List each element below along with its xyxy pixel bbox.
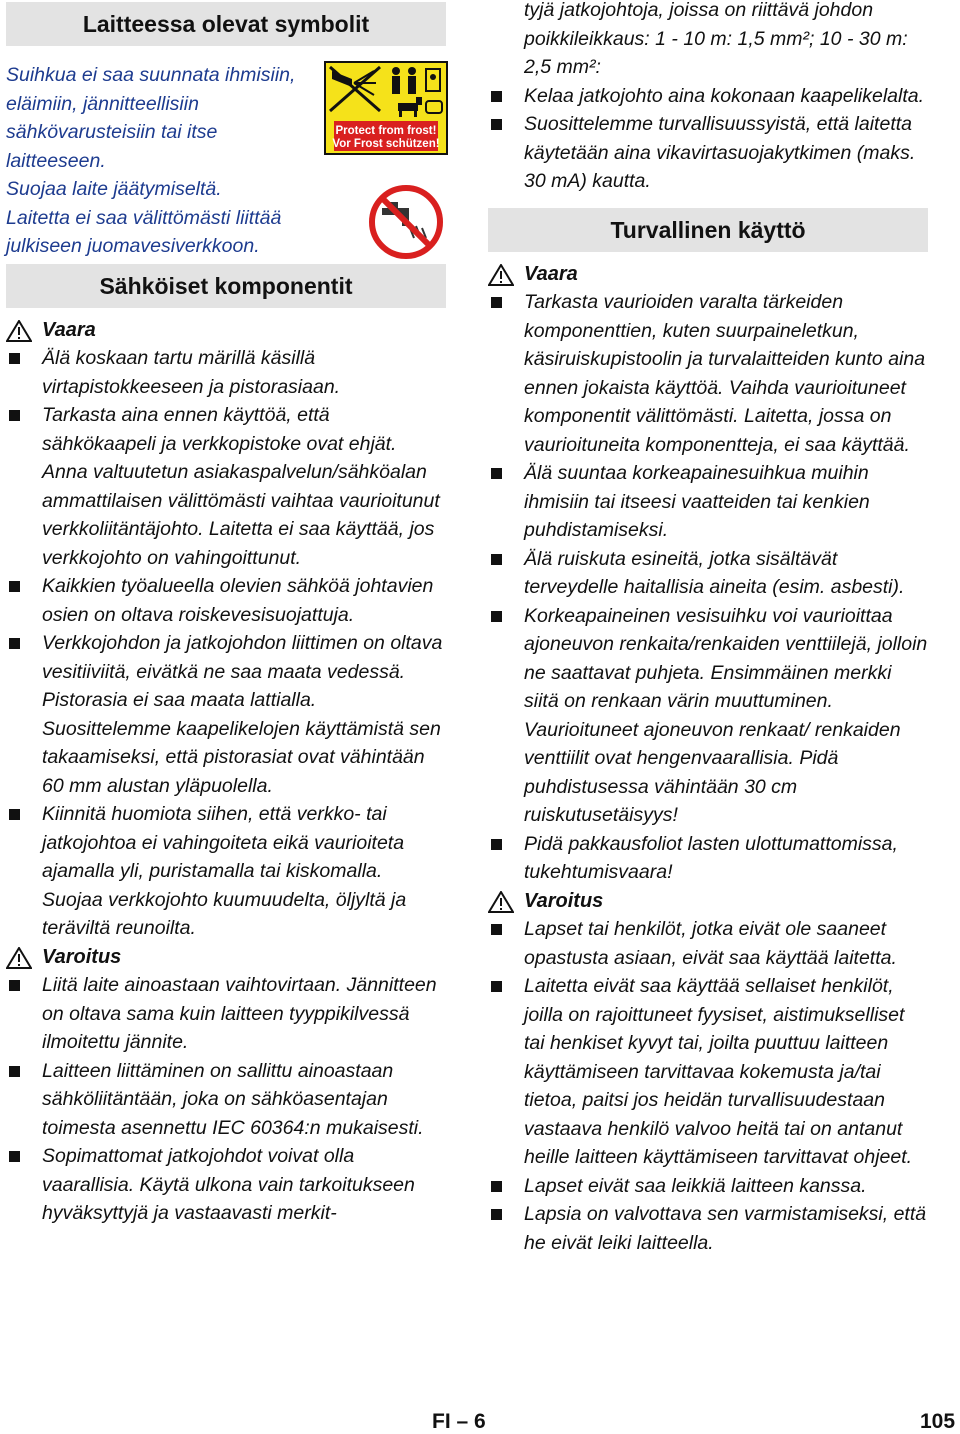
list-item: Tarkasta aina ennen käyttöä, että sähkökaapeli ja verkkopistoke ovat ehjät. Anna valtuutetun asiakaspalvelun/sähköalan ammattilaisen välittömästi vaihtaa vaurioitunut verkkoliitäntäjohto. Laitetta ei saa käyttää, jos verkkojohto on vahingoittunut. [6,401,446,572]
list-item: Älä suuntaa korkeapainesuihkua muihin ihmisiin tai itseesi vaatteiden tai kenkien puhdistamiseksi. [488,459,928,545]
list-item: Laitetta eivät saa käyttää sellaiset henkilöt, joilla on rajoittuneet fyysiset, aistimukselliset tai henkiset kyvyt tai, joilta puuttuu laitteen käyttämiseen tarvittavaa kokemusta ja/tai tietoa, paitsi jos heidän turvallisuudestaan vastaava henkilö valvoo heitä tai on antanut heille laitteen käyttämiseen tarvittavat ohjeet. [488,972,928,1172]
list-item: Tarkasta vaurioiden varalta tärkeiden komponenttien, kuten suurpaineletkun, käsiruiskupistoolin ja turvalaitteiden kunto aina ennen jokaista käyttöä. Vaihda vaurioituneet komponentit välittömästi. Laitetta, jossa on vaurioituneita komponentteja, ei saa käyttää. [488,288,928,459]
left-warning-list [6,971,446,1228]
electric-heading: Sähköiset komponentit [6,264,446,308]
warning-triangle-icon [488,891,514,913]
sign-frost-line2: Vor Frost schützen! [332,138,440,150]
list-item: Pidä pakkausfoliot lasten ulottumattomissa, tukehtumisvaara! [488,830,928,887]
list-item: Verkkojohdon ja jatkojohdon liittimen on oltava vesitiiviitä, eivätkä ne saa maata vedessä. Pistorasia ei saa maata lattialla. Suosittelemme kaapelikelojen käyttämistä sen takaamiseksi, että pistorasiat ovat vähintään 60 mm alustan yläpuolella. [6,629,446,800]
list-item: Älä koskaan tartu märillä käsillä virtapistokkeeseen ja pistorasiaan. [6,344,446,401]
right-column [488,0,928,1257]
list-item: Kiinnitä huomiota siihen, että verkko- tai jatkojohtoa ei vahingoiteta eikä vaurioiteta ajamalla yli, puristamalla tai kiskomalla. Suojaa verkkojohto kuumuudelta, öljyltä ja teräviltä reunoilta. [6,800,446,943]
continued-text: tyjä jatkojohtoja, joissa on riittävä johdon poikkileikkaus: 1 - 10 m: 1,5 mm²; 10 - 30 m: 2,5 mm²: [524,0,908,78]
right-danger-list [488,288,928,887]
no-drinking-water-icon [368,184,444,260]
right-top-list [488,82,928,196]
frost-warning-sign [324,61,448,155]
list-item: Lapset eivät saa leikkiä laitteen kanssa. [488,1172,928,1201]
symbol-block-water [6,204,446,284]
symbol2-text: Laitetta ei saa välittömästi liittää julkiseen juomavesiverkkoon. [6,206,282,257]
left-column [6,0,446,1228]
list-item: Suosittelemme turvallisuussyistä, että laitetta käytetään aina vikavirtasuojakytkimen (maks. 30 mA) kautta. [488,110,928,196]
list-item: Älä ruiskuta esineitä, jotka sisältävät terveydelle haitallisia aineita (esim. asbesti). [488,545,928,602]
footer-language-page: FI – 6 [432,1410,486,1433]
warning-triangle-icon [6,947,32,969]
warning-triangle-icon [488,264,514,286]
warning-alert: Varoitus [6,943,446,972]
danger-alert: Vaara [6,316,446,345]
right-warning-list [488,915,928,1257]
list-item: Kaikkien työalueella olevien sähköä johtavien osien on oltava roiskevesisuojattuja. [6,572,446,629]
list-item: Lapsia on valvottava sen varmistamiseksi, että he eivät leiki laitteella. [488,1200,928,1257]
safe-use-heading: Turvallinen käyttö [488,208,928,252]
symbol1-text: Suihkua ei saa suunnata ihmisiin, eläimiin, jännitteellisiin sähkövarusteisiin tai itse laitteeseen. Suojaa laite jäätymiseltä. [6,64,296,200]
left-danger-list [6,344,446,943]
list-item: Lapset tai henkilöt, jotka eivät ole saaneet opastusta asiaan, eivät saa käyttää laitetta. [488,915,928,972]
list-item: Korkeapaineinen vesisuihku voi vaurioittaa ajoneuvon renkaita/renkaiden venttiilejä, jolloin ne saattavat puhjeta. Ensimmäinen merkki siitä on renkaan värin muuttuminen. Vaurioituneet ajoneuvon renkaat/ renkaiden venttiilit ovat hengenvaarallisia. Pidä puhdistusessa vähintään 30 cm ruiskutusetäisyys! [488,602,928,830]
list-item: Kelaa jatkojohto aina kokonaan kaapelikelalta. [488,82,928,111]
footer-page-number: 105 [920,1410,956,1433]
warning-triangle-icon [6,320,32,342]
warning-alert: Varoitus [488,887,928,916]
sign-frost-line1: Protect from frost! [335,125,437,137]
danger-alert: Vaara [488,260,928,289]
list-item: Laitteen liittäminen on sallittu ainoastaan sähköliitäntään, joka on sähköasentajan toimesta asennettu IEC 60364:n mukaisesti. [6,1057,446,1143]
list-item: Sopimattomat jatkojohdot voivat olla vaarallisia. Käytä ulkona vain tarkoitukseen hyväksyttyjä ja vastaavasti merkit- [6,1142,446,1228]
symbol-block-frost [6,61,446,204]
list-item: Liitä laite ainoastaan vaihtovirtaan. Jännitteen on oltava sama kuin laitteen tyyppikilvessä ilmoitettu jännite. [6,971,446,1057]
symbols-heading: Laitteessa olevat symbolit [6,2,446,46]
